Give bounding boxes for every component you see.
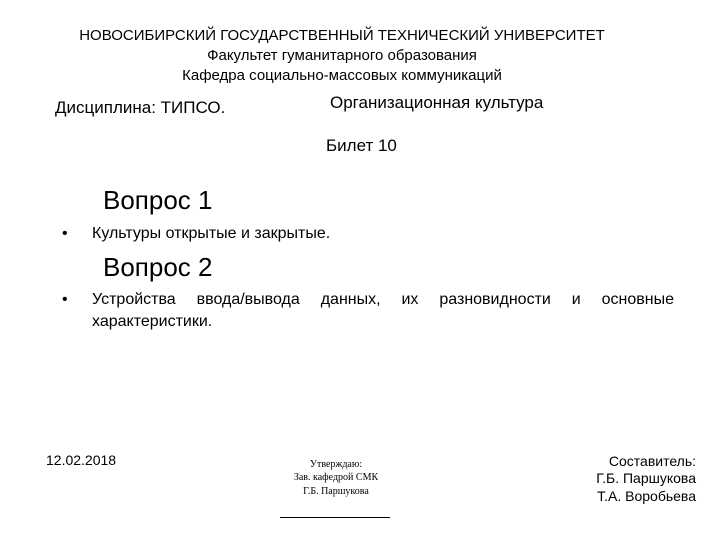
question-1-text: Культуры открытые и закрытые.	[92, 225, 331, 242]
approval-heading: Утверждаю:	[309, 459, 363, 470]
subject-title: Организационная культура	[330, 93, 544, 112]
compiler-name-2: Т.А. Воробьева	[597, 488, 696, 504]
approval-name: Г.Б. Паршукова	[303, 486, 369, 497]
department-name: Кафедра социально-массовых коммуникаций	[182, 67, 502, 84]
compiler-heading: Составитель:	[608, 453, 696, 469]
bullet-icon: •	[62, 225, 68, 242]
faculty-name: Факультет гуманитарного образования	[207, 47, 477, 64]
approval-position: Зав. кафедрой СМК	[293, 472, 379, 483]
signature-line	[280, 517, 390, 518]
discipline-label: Дисциплина: ТИПСО.	[55, 98, 226, 117]
question-1-title: Вопрос 1	[103, 185, 213, 215]
university-name: НОВОСИБИРСКИЙ ГОСУДАРСТВЕННЫЙ ТЕХНИЧЕСКИЙ УНИВЕРСИТЕТ	[79, 27, 605, 44]
question-1-item	[62, 223, 674, 245]
ticket-number: Билет 10	[326, 136, 397, 155]
question-2-title: Вопрос 2	[103, 252, 213, 282]
question-2-text: Устройства ввода/вывода данных, их разновидности и основные характеристики.	[92, 291, 674, 330]
document-date: 12.02.2018	[46, 452, 117, 468]
question-2-item	[62, 289, 674, 333]
compiler-name-1: Г.Б. Паршукова	[596, 470, 696, 486]
bullet-icon: •	[62, 291, 68, 308]
